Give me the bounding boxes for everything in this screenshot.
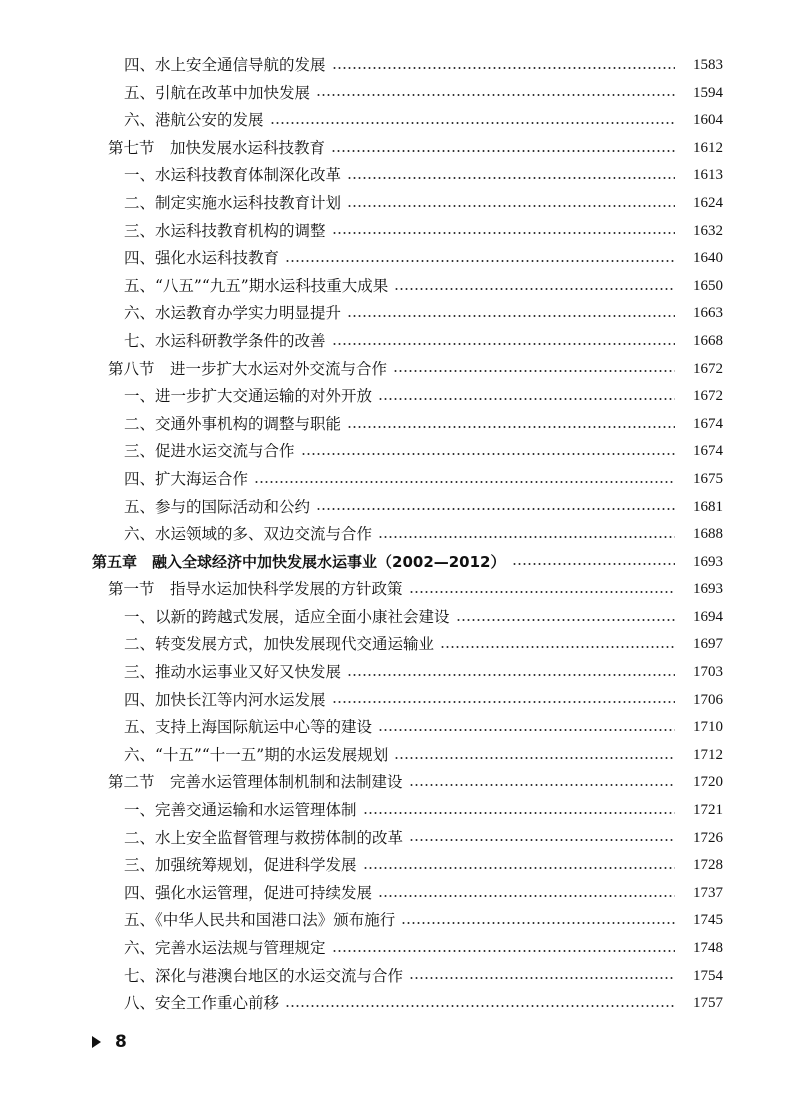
toc-entry-item	[0, 880, 790, 908]
toc-entry-title: 三、推动水运事业又好又快发展	[124, 663, 342, 682]
toc-entry-title: 六、港航公安的发展	[124, 111, 264, 130]
toc-entry-item	[0, 466, 790, 494]
toc-entry-title: 四、加快长江等内河水运发展	[124, 690, 326, 709]
toc-entry-item	[0, 852, 790, 880]
toc-entry-section	[0, 576, 790, 604]
dot-leader	[378, 895, 675, 897]
toc-entry-page: 1674	[693, 415, 723, 432]
toc-entry-item	[0, 742, 790, 770]
toc-entry-page: 1640	[693, 250, 723, 267]
toc-entry-section	[0, 135, 790, 163]
toc-entry-page: 1583	[693, 57, 723, 73]
toc-entry-title: 二、转变发展方式，加快发展现代交通运输业	[124, 635, 435, 654]
toc-entry-title: 一、以新的跨越式发展，适应全面小康社会建设	[124, 607, 450, 626]
dot-leader	[440, 646, 675, 648]
toc-entry-page: 1726	[693, 829, 723, 846]
toc-entry-item	[0, 825, 790, 853]
toc-entry-item	[0, 907, 790, 935]
dot-leader	[409, 784, 675, 786]
toc-entry-title: 三、加强统筹规划，促进科学发展	[124, 856, 357, 875]
toc-entry-title: 五、参与的国际活动和公约	[124, 497, 311, 516]
toc-entry-title: 二、交通外事机构的调整与职能	[124, 414, 342, 433]
toc-entry-title: 第八节 进一步扩大水运对外交流与合作	[108, 359, 388, 378]
dot-leader	[301, 453, 675, 455]
toc-entry-page: 1748	[693, 940, 723, 956]
toc-entry-title: 六、水运领域的多、双边交流与合作	[124, 525, 373, 544]
toc-entry-page: 1754	[693, 967, 723, 984]
toc-entry-item	[0, 521, 790, 549]
toc-entry-title: 六、水运教育办学实力明显提升	[124, 304, 342, 323]
toc-entry-title: 第一节 指导水运加快科学发展的方针政策	[108, 580, 403, 599]
dot-leader	[394, 288, 675, 290]
toc-entry-item	[0, 438, 790, 466]
dot-leader	[316, 94, 675, 96]
dot-leader	[254, 481, 675, 483]
toc-entry-item	[0, 107, 790, 135]
toc-entry-title: 五、“八五”“九五”期水运科技重大成果	[124, 276, 389, 295]
toc-entry-item	[0, 631, 790, 659]
toc-entry-title: 四、扩大海运合作	[124, 469, 249, 488]
toc-entry-title: 一、水运科技教育体制深化改革	[124, 166, 342, 185]
toc-entry-title: 一、进一步扩大交通运输的对外开放	[124, 387, 373, 406]
toc-entry-item	[0, 328, 790, 356]
toc-entry-item	[0, 52, 790, 80]
dot-leader	[456, 619, 675, 621]
toc-entry-item	[0, 714, 790, 742]
toc-entry-title: 八、安全工作重心前移	[124, 994, 280, 1013]
dot-leader	[393, 370, 675, 372]
dot-leader	[363, 812, 675, 814]
toc-entry-page: 1604	[693, 112, 723, 129]
toc-entry-item	[0, 990, 790, 1018]
toc-entry-page: 1697	[693, 636, 723, 653]
toc-entry-title: 二、水上安全监督管理与救捞体制的改革	[124, 828, 404, 847]
dot-leader	[378, 398, 675, 400]
toc-entry-section	[0, 356, 790, 384]
page-number: 8	[115, 1032, 127, 1052]
dot-leader	[347, 674, 675, 676]
dot-leader	[347, 426, 675, 428]
toc-entry-item	[0, 245, 790, 273]
triangle-right-icon	[92, 1036, 101, 1048]
dot-leader	[332, 701, 675, 703]
toc-entry-title: 七、深化与港澳台地区的水运交流与合作	[124, 966, 404, 985]
toc-entry-page: 1757	[693, 995, 723, 1012]
toc-entry-page: 1632	[693, 222, 723, 239]
toc-entry-page: 1613	[693, 167, 723, 184]
toc-entry-title: 第五章 融入全球经济中加快发展水运事业（2002—2012）	[92, 552, 506, 571]
dot-leader	[316, 508, 675, 510]
toc-entry-page: 1594	[693, 84, 723, 101]
toc-entry-page: 1668	[693, 332, 723, 349]
dot-leader	[378, 729, 675, 731]
dot-leader	[285, 1005, 675, 1007]
toc-entry-page: 1737	[693, 884, 723, 901]
dot-leader	[332, 232, 675, 234]
toc-entry-title: 六、“十五”“十一五”期的水运发展规划	[124, 745, 389, 764]
toc-entry-title: 二、制定实施水运科技教育计划	[124, 193, 342, 212]
toc-entry-page: 1672	[693, 388, 723, 405]
toc-entry-item	[0, 383, 790, 411]
toc-entry-page: 1674	[693, 443, 723, 460]
table-of-contents	[0, 52, 790, 1018]
toc-entry-title: 七、水运科研教学条件的改善	[124, 331, 326, 350]
toc-entry-item	[0, 273, 790, 301]
dot-leader	[347, 177, 675, 179]
toc-entry-title: 五、《中华人民共和国港口法》颁布施行	[124, 911, 396, 930]
toc-entry-page: 1694	[693, 608, 723, 625]
toc-entry-item	[0, 659, 790, 687]
toc-entry-page: 1703	[693, 664, 723, 681]
toc-entry-item	[0, 411, 790, 439]
dot-leader	[332, 950, 675, 952]
toc-entry-page: 1693	[693, 553, 723, 570]
toc-entry-page: 1672	[693, 360, 723, 377]
toc-entry-title: 第二节 完善水运管理体制机制和法制建设	[108, 773, 403, 792]
toc-entry-item	[0, 797, 790, 825]
toc-entry-page: 1681	[693, 498, 723, 515]
dot-leader	[285, 260, 675, 262]
toc-entry-title: 四、强化水运科技教育	[124, 249, 280, 268]
toc-entry-section	[0, 769, 790, 797]
dot-leader	[347, 315, 675, 317]
toc-entry-title: 五、支持上海国际航运中心等的建设	[124, 718, 373, 737]
toc-entry-page: 1706	[693, 691, 723, 708]
toc-entry-item	[0, 687, 790, 715]
toc-entry-page: 1688	[693, 526, 723, 543]
dot-leader	[332, 67, 675, 69]
page-footer	[92, 1030, 127, 1054]
toc-entry-item	[0, 300, 790, 328]
toc-entry-item	[0, 162, 790, 190]
toc-entry-title: 四、强化水运管理，促进可持续发展	[124, 883, 373, 902]
toc-entry-page: 1745	[693, 912, 723, 929]
toc-entry-page: 1650	[693, 277, 723, 294]
dot-leader	[270, 122, 675, 124]
dot-leader	[394, 757, 675, 759]
toc-entry-item	[0, 494, 790, 522]
toc-entry-page: 1720	[693, 774, 723, 791]
toc-entry-page: 1675	[693, 470, 723, 487]
toc-entry-page: 1728	[693, 857, 723, 874]
dot-leader	[512, 563, 676, 565]
toc-entry-title: 四、水上安全通信导航的发展	[124, 56, 326, 74]
toc-entry-chapter	[0, 549, 790, 577]
toc-entry-title: 五、引航在改革中加快发展	[124, 83, 311, 102]
dot-leader	[409, 839, 675, 841]
dot-leader	[378, 536, 675, 538]
toc-entry-item	[0, 218, 790, 246]
dot-leader	[409, 977, 675, 979]
toc-entry-item	[0, 935, 790, 963]
dot-leader	[401, 922, 675, 924]
toc-entry-title: 六、完善水运法规与管理规定	[124, 939, 326, 957]
toc-entry-item	[0, 80, 790, 108]
toc-entry-page: 1693	[693, 581, 723, 598]
toc-entry-page: 1624	[693, 194, 723, 211]
toc-entry-page: 1663	[693, 305, 723, 322]
dot-leader	[331, 150, 675, 152]
toc-entry-page: 1612	[693, 139, 723, 156]
toc-entry-page: 1710	[693, 719, 723, 736]
toc-entry-title: 第七节 加快发展水运科技教育	[108, 138, 326, 157]
dot-leader	[332, 343, 675, 345]
toc-entry-item	[0, 190, 790, 218]
toc-entry-item	[0, 963, 790, 991]
toc-entry-item	[0, 604, 790, 632]
toc-entry-title: 三、水运科技教育机构的调整	[124, 221, 326, 240]
toc-entry-page: 1712	[693, 746, 723, 763]
toc-entry-title: 三、促进水运交流与合作	[124, 442, 295, 461]
dot-leader	[409, 591, 675, 593]
toc-entry-title: 一、完善交通运输和水运管理体制	[124, 801, 357, 820]
toc-entry-page: 1721	[693, 802, 723, 819]
dot-leader	[363, 867, 675, 869]
dot-leader	[347, 205, 675, 207]
